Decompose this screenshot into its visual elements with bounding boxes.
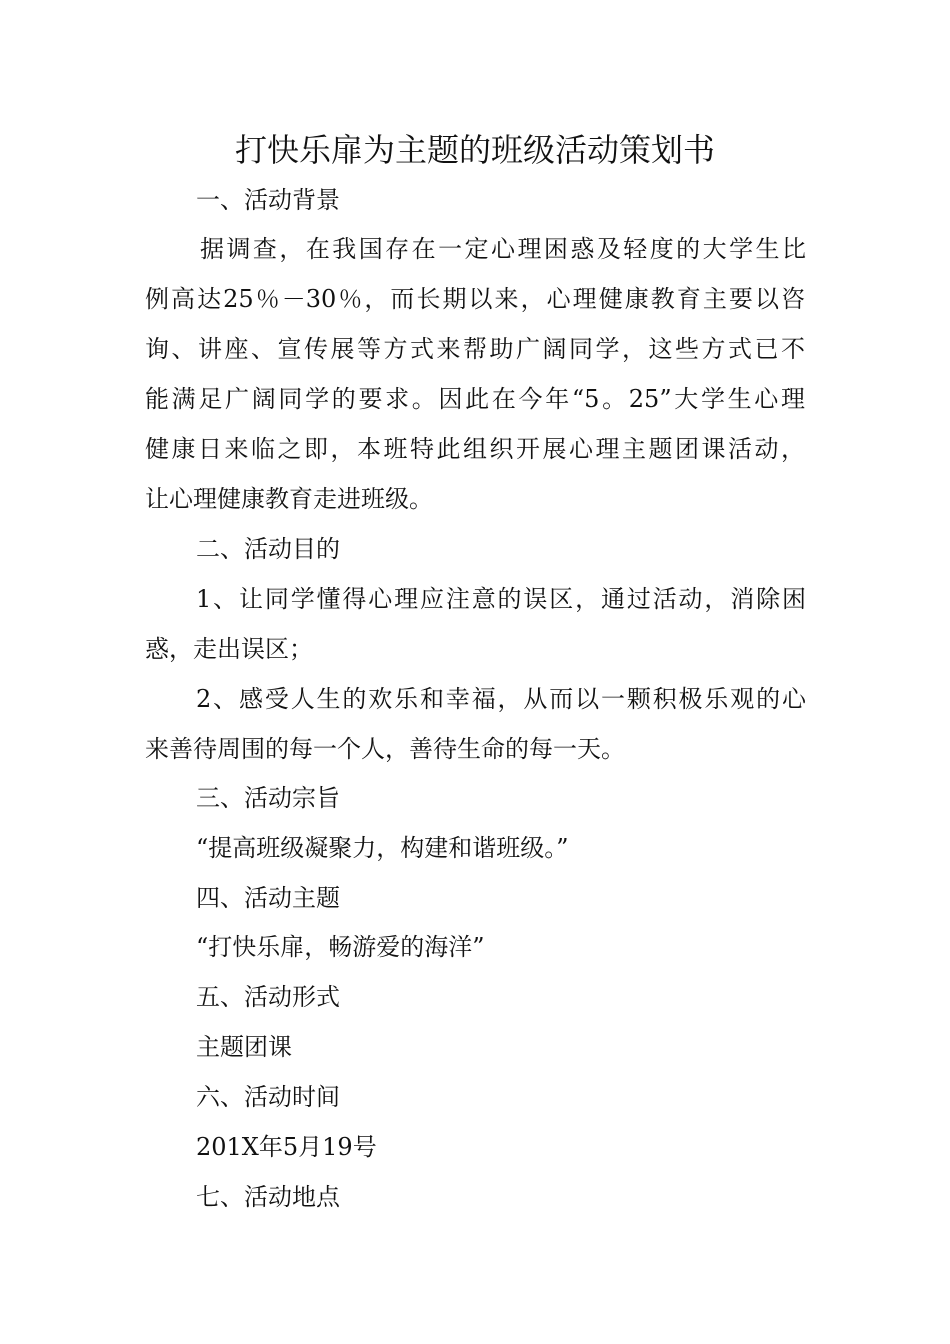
section-heading-theme: 四、活动主题: [196, 884, 340, 912]
aim-text: “提高班级凝聚力，构建和谐班级。”: [196, 834, 569, 862]
list-item-line: 1、让同学懂得心理应注意的误区，通过活动，消除困: [196, 585, 806, 613]
list-item-line: 惑，走出误区；: [145, 635, 313, 663]
paragraph-line: 据调查，在我国存在一定心理困惑及轻度的大学生比: [200, 235, 806, 263]
paragraph-line: 例高达25％－30％，而长期以来，心理健康教育主要以咨: [145, 285, 805, 313]
format-text: 主题团课: [196, 1033, 292, 1061]
section-heading-aim: 三、活动宗旨: [196, 784, 340, 812]
section-heading-format: 五、活动形式: [196, 983, 340, 1011]
section-heading-purpose: 二、活动目的: [196, 535, 340, 563]
time-text: 201X年5月19号: [196, 1133, 377, 1161]
section-heading-time: 六、活动时间: [196, 1083, 340, 1111]
paragraph-line: 询、讲座、宣传展等方式来帮助广阔同学，这些方式已不: [145, 335, 805, 363]
section-heading-location: 七、活动地点: [196, 1183, 340, 1211]
theme-text: “打快乐扉，畅游爱的海洋”: [196, 933, 485, 961]
paragraph-line: 让心理健康教育走进班级。: [145, 485, 433, 513]
section-heading-background: 一、活动背景: [196, 186, 340, 214]
paragraph-line: 健康日来临之即，本班特此组织开展心理主题团课活动，: [145, 435, 805, 463]
list-item-line: 2、感受人生的欢乐和幸福，从而以一颗积极乐观的心: [196, 685, 806, 713]
list-item-line: 来善待周围的每一个人，善待生命的每一天。: [145, 735, 625, 763]
document-title: 打快乐扉为主题的班级活动策划书: [234, 131, 715, 169]
paragraph-line: 能满足广阔同学的要求。因此在今年“5。25”大学生心理: [145, 385, 805, 413]
